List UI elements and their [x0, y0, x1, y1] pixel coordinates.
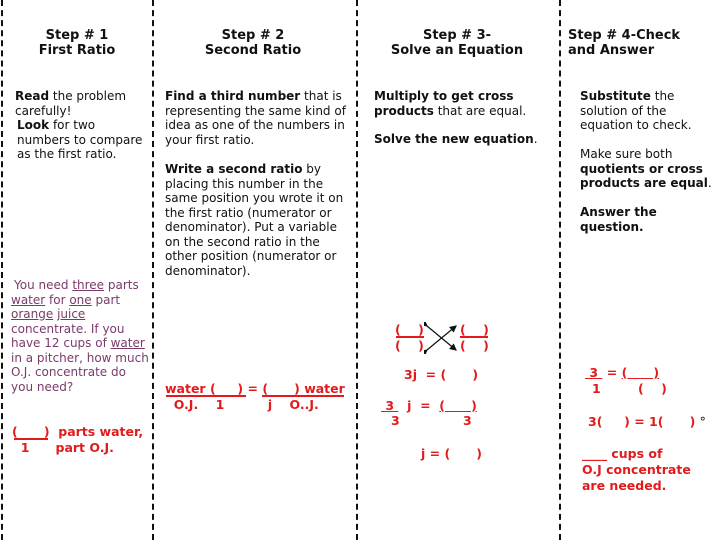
step2-ratio-top: water ( ) = ( ) water	[165, 381, 345, 396]
cross-bottom-left: ( )	[395, 338, 424, 353]
step2-title: Step # 2 Second Ratio	[204, 28, 302, 58]
step2-ratio-bottom: O.J. 1 j O..J.	[165, 397, 319, 412]
cross-multiply-arrows-icon	[424, 322, 460, 354]
step1-title: Step # 1 First Ratio	[38, 28, 116, 58]
step3-equation-3: j = ( )	[421, 446, 482, 461]
column-divider-3	[559, 0, 561, 540]
column-divider-1	[152, 0, 154, 540]
step4-final-answer: ____ cups of O.J concentrate are needed.	[582, 446, 691, 493]
step2-instructions-2: Write a second ratio by placing this number in the same position you wrote it on the first ratio (numerator or denominator). Put a variable on the second ratio in the other position (numerator or denominator).	[165, 162, 344, 278]
step3-equation-2-top: 3 j = ( )	[381, 398, 477, 413]
step4-instructions-1: Substitute the solution of the equation to check.	[580, 89, 692, 132]
cross-top-left: ( )	[395, 322, 424, 337]
step3-title: Step # 3- Solve an Equation	[390, 28, 524, 58]
step3-instructions-2: Solve the new equation.	[374, 132, 538, 146]
step3-equation-1: 3j = ( )	[404, 367, 479, 382]
cross-bottom-right: ( )	[460, 338, 489, 353]
step4-fraction-top: 3 = ( )	[585, 365, 660, 380]
step1-instructions: Read the problem carefully! Look for two numbers to compare as the first ratio.	[15, 89, 143, 161]
step4-title: Step # 4-Check and Answer	[568, 28, 681, 58]
step3-equation-2-denominator-left: 3	[391, 413, 400, 428]
step1-word-problem: You need three parts water for one part orange juice concentrate. If you have 12 cups of water in a pitcher, how much O.J. concentrate do you need?	[11, 278, 149, 394]
cross-top-right: ( )	[460, 322, 489, 337]
column-divider-left-edge	[1, 0, 3, 540]
step4-fraction-denominator-right: ( )	[638, 381, 667, 396]
step4-instructions-2: Make sure both quotients or cross products are equal.	[580, 147, 712, 190]
step3-instructions-1: Multiply to get cross products that are equal.	[374, 89, 527, 118]
step4-instructions-3: Answer the question.	[580, 205, 657, 234]
step4-fraction-denominator-left: 1	[592, 381, 601, 396]
step1-ratio-top: ( ) parts water,	[12, 424, 144, 439]
column-divider-2	[356, 0, 358, 540]
step4-check-equation: 3( ) = 1( ) °	[588, 414, 706, 429]
step2-instructions-1: Find a third number that is representing the same kind of idea as one of the numbers in your first ratio.	[165, 89, 346, 147]
step1-ratio-bottom: 1 part O.J.	[12, 440, 114, 455]
step3-equation-2-denominator-right: 3	[463, 413, 472, 428]
